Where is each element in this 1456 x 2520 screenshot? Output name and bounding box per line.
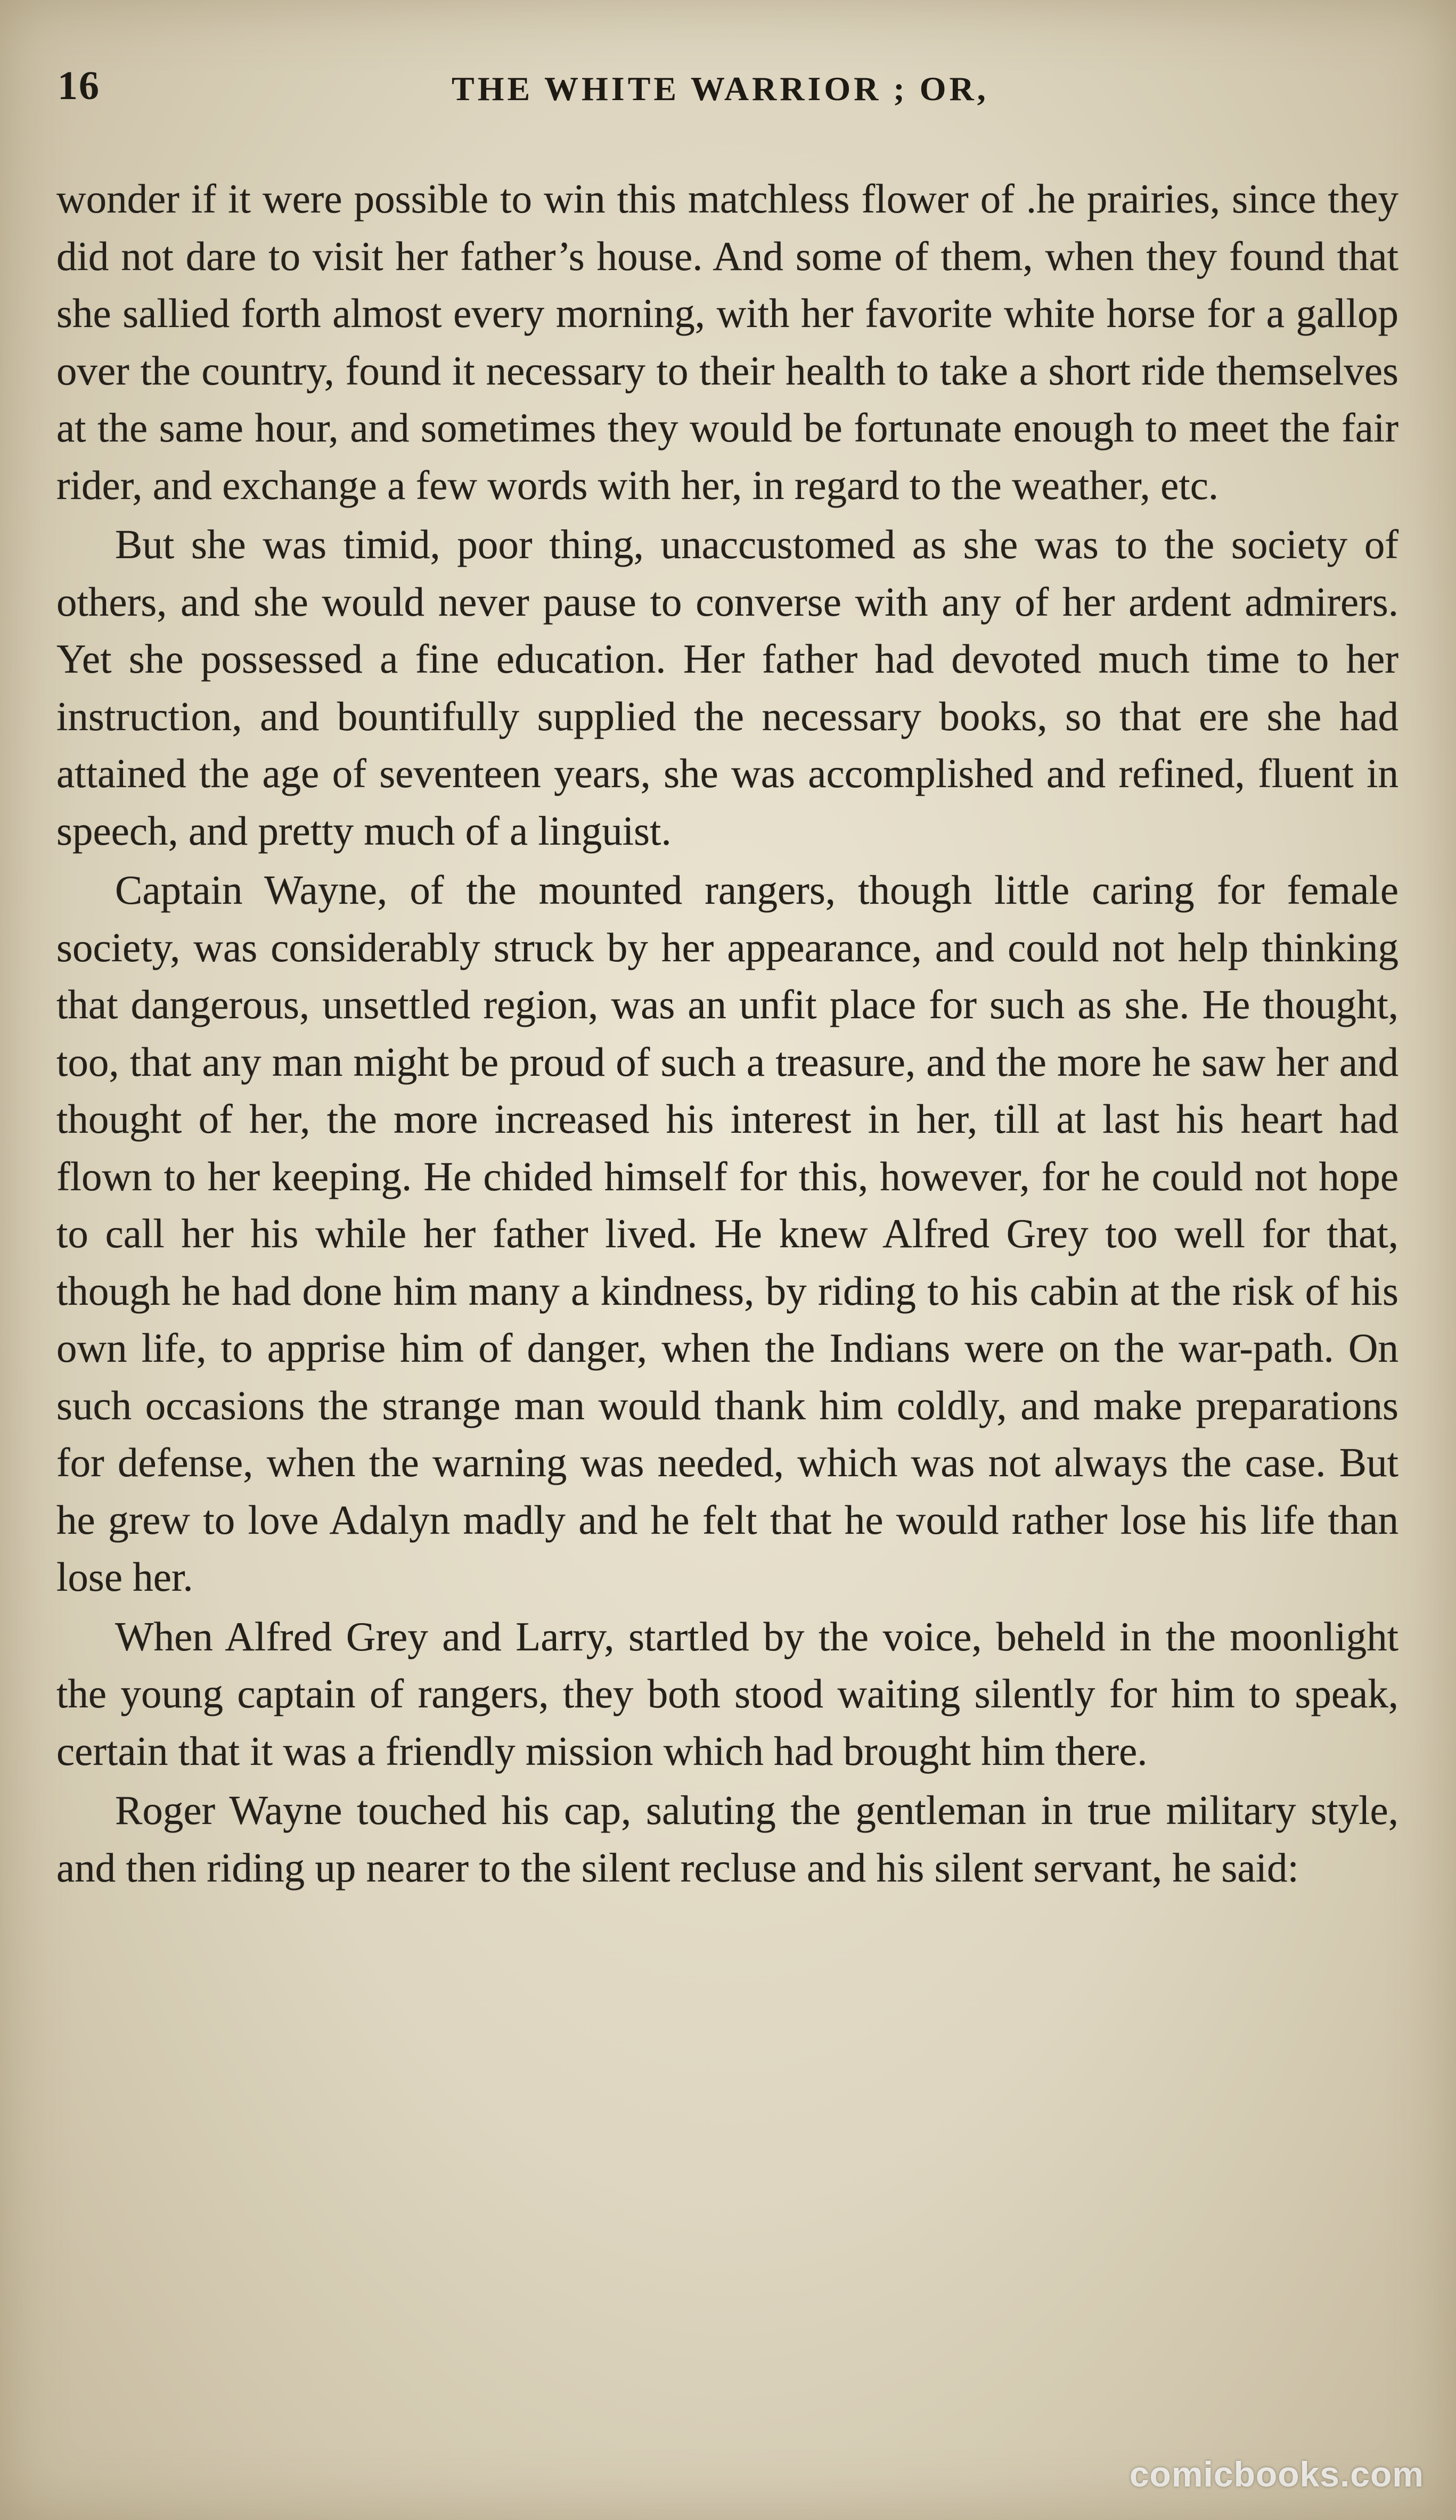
body-text — [56, 170, 1398, 1899]
page-header — [58, 63, 1413, 127]
paragraph: When Alfred Grey and Larry, startled by the voice, beheld in the moonlight the young captain of rangers, they both stood waiting silently for him to speak, certain that it was a friendly mission which had brought him there. — [56, 1613, 1398, 1774]
paragraph: Captain Wayne, of the mounted rangers, though little caring for female society, was considerably struck by her appearance, and could not help thinking that dangerous, unsettled region, was an unfit place for such as she. He thought, too, that any man might be proud of such a treasure, and the more he saw her and thought of her, the more increased his interest in her, till at last his heart had flown to her keeping. He chided himself for this, however, for he could not hope to call her his while her father lived. He knew Alfred Grey too well for that, though he had done him many a kindness, by riding to his cabin at the risk of his own life, to apprise him of danger, when the Indians were on the war-path. On such occasions the strange man would thank him coldly, and make preparations for defense, when the warning was needed, which was not always the case. But he grew to love Adalyn madly and he felt that he would rather lose his life than lose her. — [56, 867, 1398, 1600]
page-number: 16 — [58, 63, 100, 108]
paragraph: wonder if it were possible to win this matchless flower of .he prairies, since they did not dare to visit her father’s house. And some of them, when they found that she sallied forth almost every morning, with her favorite white horse for a gallop over the country, found it necessary to their health to take a short ride themselves at the same hour, and sometimes they would be fortunate enough to meet the fair rider, and exchange a few words with her, in regard to the weather, etc. — [56, 176, 1398, 508]
running-head: THE WHITE WARRIOR ; OR, — [452, 70, 989, 108]
paragraph: But she was timid, poor thing, unaccustomed as she was to the society of others, and she would never pause to converse with any of her ardent admirers. Yet she possessed a fine education. Her father had devoted much time to her instruction, and bountifully supplied the necessary books, so that ere she had attained the age of seventeen years, she was accomplished and refined, fluent in speech, and pretty much of a linguist. — [56, 521, 1398, 854]
paragraph: Roger Wayne touched his cap, saluting the gentleman in true military style, and then riding up nearer to the silent recluse and his silent servant, he said: — [56, 1787, 1398, 1891]
watermark: comicbooks.com — [1129, 2454, 1424, 2494]
